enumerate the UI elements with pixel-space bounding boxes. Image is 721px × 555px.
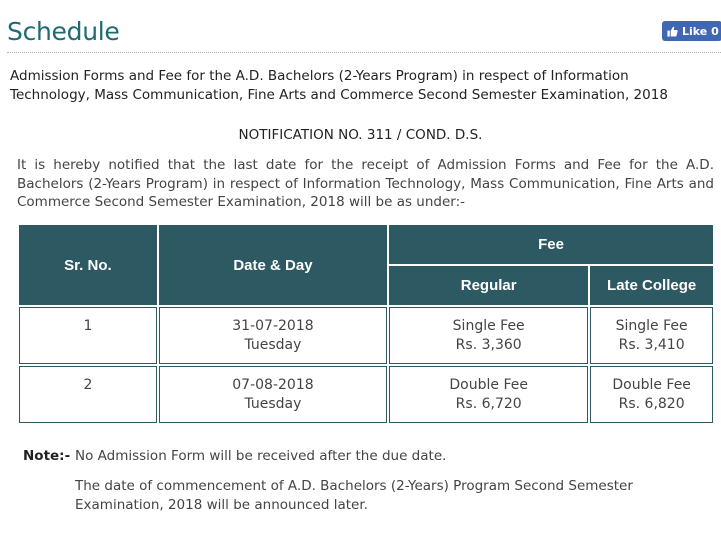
schedule-table — [17, 223, 715, 425]
note-line-1: No Admission Form will be received after the due date. — [75, 448, 447, 464]
cell-date: 07-08-2018 — [232, 377, 314, 393]
cell-date: 31-07-2018 — [232, 318, 314, 334]
cell-regular-fee — [389, 366, 588, 423]
cell-sr-no: 1 — [19, 307, 157, 364]
fee-type: Double Fee — [449, 377, 528, 393]
fee-type: Single Fee — [615, 318, 688, 334]
note-line-2: The date of commencement of A.D. Bachelors (2-Years) Program Second Semester Examination, 2018 will be announced later. — [75, 478, 633, 513]
cell-sr-no: 2 — [19, 366, 157, 423]
cell-late-fee — [590, 307, 713, 364]
table-row — [19, 366, 713, 423]
cell-late-fee — [590, 366, 713, 423]
header-fee: Fee — [389, 225, 713, 264]
cell-day: Tuesday — [244, 336, 302, 353]
intro-paragraph: It is hereby notified that the last date for the receipt of Admission Forms and Fee for the A.D. Bachelors (2-Years Program) in respect of Information Technology, Mass Communication, Fine Arts and Commerce Second Semester Examination, 2018 will be as under:- — [17, 157, 714, 210]
fee-type: Single Fee — [452, 318, 525, 334]
page-title: Schedule — [7, 17, 120, 46]
fee-amount: Rs. 3,360 — [455, 336, 522, 353]
header-sr-no: Sr. No. — [19, 225, 157, 305]
header-date-day: Date & Day — [159, 225, 387, 305]
cell-date-day — [159, 366, 387, 423]
notice-subtitle: Admission Forms and Fee for the A.D. Bachelors (2-Years Program) in respect of Information Technology, Mass Communication, Fine Arts and Commerce Second Semester Examination, 2018 — [10, 68, 668, 103]
notification-number: NOTIFICATION NO. 311 / COND. D.S. — [238, 127, 483, 143]
facebook-like-button[interactable] — [662, 21, 721, 41]
cell-date-day — [159, 307, 387, 364]
fee-type: Double Fee — [612, 377, 691, 393]
cell-day: Tuesday — [244, 395, 302, 412]
header-regular: Regular — [389, 266, 588, 305]
note-label: Note:- — [23, 448, 71, 464]
table-row — [19, 307, 713, 364]
fee-amount: Rs. 6,720 — [455, 395, 522, 412]
cell-regular-fee — [389, 307, 588, 364]
page-header — [0, 0, 721, 54]
thumbs-up-icon — [667, 26, 678, 37]
fee-amount: Rs. 6,820 — [618, 395, 685, 412]
header-late-college: Late College — [590, 266, 713, 305]
fee-amount: Rs. 3,410 — [618, 336, 685, 353]
header-divider — [7, 52, 721, 53]
like-count-label: Like 0 — [682, 24, 719, 38]
